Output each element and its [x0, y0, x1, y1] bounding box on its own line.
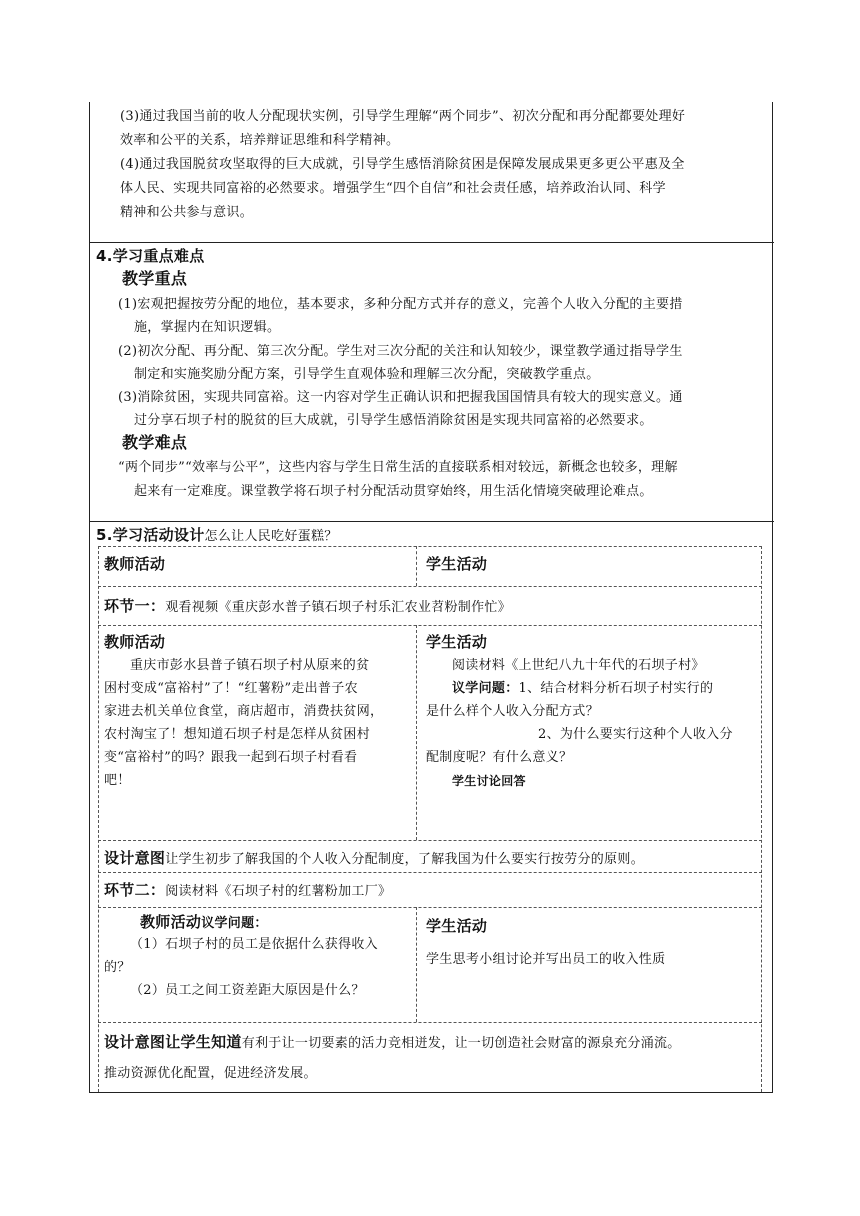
row-divider [98, 907, 762, 908]
teacher-activity-1-line: 家进去机关单位食堂，商店超市，消费扶贫网， [104, 704, 384, 719]
student-activity-1-line: 配制度呢？有什么意义？ [426, 750, 573, 765]
section-4-title: 4.学习重点难点 [96, 247, 205, 265]
design-intent-1-text: 让学生初步了解我国的个人收入分配制度，了解我国为什么要实行按劳分的原则。 [165, 852, 645, 867]
design-intent-2-label: 设计意图让学生知道 [104, 1033, 242, 1051]
teacher-activity-1-line: 重庆市彭水县普子镇石坝子村从原来的贫 [130, 658, 370, 673]
design-intent-1-label: 设计意图 [104, 849, 166, 867]
key-point-3-line-2: 过分享石坝子村的脱贫的巨大成就，引导学生感悟消除贫困是实现共同富裕的必然要求。 [134, 413, 653, 428]
student-discussion-answer: 学生讨论回答 [452, 774, 526, 788]
design-intent-2-row [104, 1030, 681, 1056]
teacher-question-1-cont: 的？ [104, 960, 131, 975]
row-divider [98, 872, 762, 873]
row-divider [98, 840, 762, 841]
discussion-question-1: 1、结合材料分析石坝子村实行的 [518, 681, 714, 696]
teacher-activity-2-heading: 教师活动 [140, 913, 202, 931]
teacher-activity-1-line: 困村变成“富裕村”了！“红薯粉”走出普子农 [104, 681, 358, 696]
objective-4-line-3: 精神和公共参与意识。 [120, 205, 254, 220]
difficulty-line-1: “两个同步”“效率与公平”，这些内容与学生日常生活的直接联系相对较远，新概念也较多，理解 [118, 460, 678, 475]
discussion-question-2: 2、为什么要实行这种个人收入分 [538, 727, 733, 742]
section-5-title-row [96, 524, 338, 548]
link-1-label: 环节一： [104, 597, 166, 615]
student-activity-2-heading: 学生活动 [426, 917, 488, 935]
teacher-activity-1-line: 农村淘宝了！想知道石坝子村是怎样从贫困村 [104, 727, 371, 742]
student-activity-1-heading: 学生活动 [426, 633, 488, 651]
key-point-2-line-1: (2)初次分配、再分配、第三次分配。学生对三次分配的关注和认知较少，课堂教学通过指导学生 [118, 344, 683, 359]
student-activity-1-line: 是什么样个人收入分配方式？ [426, 704, 599, 719]
key-point-3-line-1: (3)消除贫困，实现共同富裕。这一内容对学生正确认识和把握我国国情具有较大的现实意义。通 [118, 390, 683, 405]
bottom-border [89, 1092, 773, 1093]
column-divider [416, 625, 417, 840]
difficulty-line-2: 起来有一定难度。课堂教学将石坝子村分配活动贯穿始终，用生活化情境突破理论难点。 [134, 484, 653, 499]
discussion-question-label: 议学问题： [452, 681, 519, 696]
activity-design-section [90, 522, 774, 1092]
section-5-subtitle: 怎么让人民吃好蛋糕？ [204, 529, 338, 544]
key-point-1-line-1: (1)宏观把握按劳分配的地位，基本要求，多种分配方式并存的意义，完善个人收入分配的主要措 [118, 297, 683, 312]
design-intent-2-text: 有利于让一切要素的活力竞相迸发，让一切创造社会财富的源泉充分涌流。 [241, 1036, 681, 1051]
section-5-title: 5.学习活动设计 [96, 526, 205, 544]
link-2-text: 阅读材料《石坝子村的红薯粉加工厂》 [165, 884, 392, 899]
objective-3-line-1: (3)通过我国当前的收人分配现状实例，引导学生理解“两个同步”、初次分配和再分配都要处理好 [120, 109, 686, 124]
teacher-activity-header: 教师活动 [104, 555, 166, 573]
difficulties-heading: 教学难点 [122, 433, 188, 452]
column-divider [416, 907, 417, 1022]
activity-table [98, 546, 762, 1092]
link-1-text: 观看视频《重庆彭水普子镇石坝子村乐汇农业苕粉制作忙》 [165, 600, 512, 615]
key-points-section [90, 243, 774, 521]
link-1-row [104, 594, 511, 620]
teacher-activity-1-line: 吧！ [104, 773, 131, 788]
link-2-row [104, 878, 391, 904]
row-divider [98, 1022, 762, 1023]
teacher-question-1: （1）石坝子村的员工是依据什么获得收入 [130, 937, 378, 952]
column-divider [416, 546, 417, 586]
objective-3-line-2: 效率和公平的关系，培养辩证思维和科学精神。 [120, 133, 400, 148]
key-points-heading: 教学重点 [122, 269, 188, 288]
teacher-activity-1-heading: 教师活动 [104, 633, 166, 651]
objective-4-line-1: (4)通过我国脱贫攻坚取得的巨大成就，引导学生感悟消除贫困是保障发展成果更多更公平惠及全 [120, 157, 685, 172]
key-point-1-line-2: 施，掌握内在知识逻辑。 [134, 320, 281, 335]
student-activity-header: 学生活动 [426, 555, 488, 573]
lesson-plan-page [89, 102, 773, 1092]
row-divider [98, 586, 762, 587]
teacher-question-2: （2）员工之间工资差距大原因是什么？ [130, 983, 365, 998]
teacher-activity-2-question-label: 议学问题： [201, 916, 268, 931]
objectives-section [90, 102, 774, 242]
student-activity-1-line: 阅读材料《上世纪八九十年代的石坝子村》 [452, 658, 705, 673]
row-divider [98, 625, 762, 626]
discussion-question-row [452, 677, 713, 701]
objective-4-line-2: 体人民、实现共同富裕的必然要求。增强学生“四个自信”和社会责任感，培养政治认同、科学 [120, 181, 666, 196]
design-intent-1-row [104, 846, 644, 872]
link-2-label: 环节二： [104, 881, 166, 899]
teacher-activity-1-line: 变“富裕村”的吗？跟我一起到石坝子村看看 [104, 750, 358, 765]
student-activity-2-text: 学生思考小组讨论并写出员工的收入性质 [426, 952, 666, 967]
key-point-2-line-2: 制定和实施奖励分配方案，引导学生直观体验和理解三次分配，突破教学重点。 [134, 367, 600, 382]
design-intent-2-text-cont: 推动资源优化配置，促进经济发展。 [104, 1066, 317, 1081]
